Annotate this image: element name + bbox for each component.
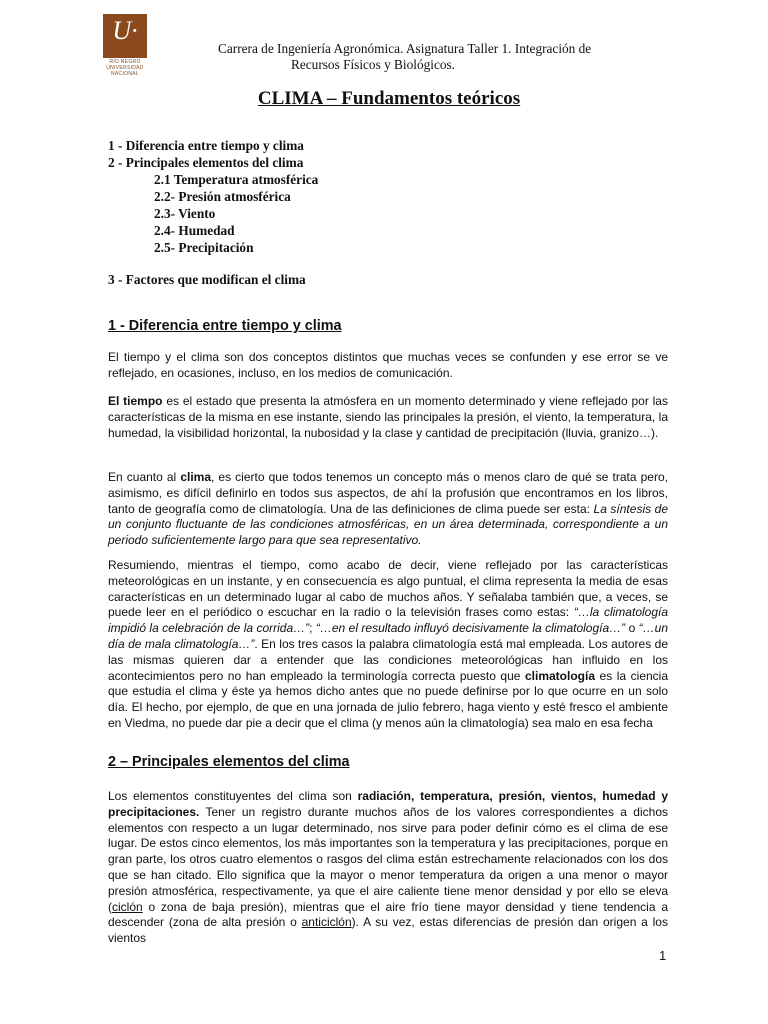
- page-title: CLIMA – Fundamentos teóricos: [257, 88, 521, 109]
- logo-mark: U·: [112, 16, 138, 45]
- logo-text: RÍO NEGRO UNIVERSIDAD NACIONAL: [106, 59, 144, 77]
- header-line-1: Carrera de Ingeniería Agronómica. Asignatura Taller 1. Integración de: [218, 41, 592, 56]
- paragraph-text: , es cierto que todos tenemos un concepto más o menos claro de qué se trata pero, asimismo, es difícil definirlo en todos sus aspectos, de ahí la profusión que encontramos en los libros, tanto de geografía como de climatología. Una de las definiciones de clima puede ser esta:: [108, 470, 668, 516]
- toc-item: 2.1 Temperatura atmosférica: [154, 172, 319, 187]
- header-line-2: Recursos Físicos y Biológicos.: [291, 57, 455, 72]
- paragraph-text: ). A su vez, estas diferencias de presión dan origen a los vientos: [108, 915, 668, 946]
- document-header: [218, 41, 678, 73]
- section-1-paragraph-4: [108, 558, 668, 732]
- paragraph-text: ;: [309, 621, 316, 636]
- section-1-paragraph-2: [108, 394, 668, 441]
- section-1-heading: 1 - Diferencia entre tiempo y clima: [108, 318, 342, 334]
- toc-item: 2.2- Presión atmosférica: [154, 189, 291, 204]
- section-1-paragraph-3: [108, 470, 668, 549]
- paragraph-text: En cuanto al: [108, 470, 181, 484]
- page-number: 1: [659, 948, 667, 963]
- quote-3: “…un día de mala climatología…”: [108, 621, 669, 651]
- climate-elements: radiación, temperatura, presión, vientos, humedad y precipitaciones.: [108, 789, 669, 819]
- toc-item: 3 - Factores que modifican el clima: [108, 272, 306, 287]
- table-of-contents: [108, 137, 318, 256]
- paragraph-text: o zona de baja presión), mientras que el aire frío tiene mayor densidad y tiene tendencia a descender (zona de alta presión o: [108, 899, 668, 930]
- term-anticiclon: anticiclón: [301, 915, 352, 930]
- climate-definition: La síntesis de un conjunto fluctuante de las condiciones atmosféricas, en un área determinada, correspondiente a un periodo suficientemente largo para que sea representativo.: [108, 501, 669, 548]
- toc-item: 2.5- Precipitación: [154, 240, 254, 255]
- toc-item: 1 - Diferencia entre tiempo y clima: [108, 138, 304, 153]
- section-1-paragraph-1: El tiempo y el clima son dos conceptos distintos que muchas veces se confunden y ese error se ve reflejado, en ocasiones, incluso, en los medios de comunicación.: [108, 350, 668, 380]
- paragraph-text: . En los tres casos la palabra climatología está mal empleada. Los autores de las mismas quieren dar a entender que las condiciones meteorológicas han influido en los acontecimientos pero no han empleado la terminología correcta puesto que: [108, 636, 668, 683]
- toc-item: 2.3- Viento: [154, 206, 216, 221]
- paragraph-text: es el estado que presenta la atmósfera en un momento determinado y viene reflejado por las características de la misma en ese instante, siendo las principales la presión, el viento, la temperatura, la humedad, la visibilidad horizontal, la nubosidad y la clase y cantidad de precipitación (lluvia, granizo…).: [108, 394, 668, 440]
- toc-item: 2.4- Humedad: [154, 223, 235, 238]
- quote-2: “…en el resultado influyó decisivamente la climatología…”: [315, 621, 626, 636]
- paragraph-text: o: [625, 621, 639, 636]
- term-tiempo: El tiempo: [108, 394, 163, 408]
- section-2-heading: 2 – Principales elementos del clima: [108, 754, 350, 770]
- paragraph-text: es la ciencia que estudia el clima y éste ya hemos dicho antes que no puede definirse por lo que ocurre en un solo día. El hecho, por ejemplo, de que en una jornada de julio febrero, haga viento y esté fresco el ambiente en Viedma, no puede dar pie a decir que el clima (y menos aún la climatología) sea malo en esa fecha: [108, 668, 669, 730]
- term-clima: clima: [180, 470, 211, 484]
- toc-item: 2 - Principales elementos del clima: [108, 155, 304, 170]
- paragraph-text: Los elementos constituyentes del clima son: [108, 789, 358, 803]
- term-climatologia: climatología: [525, 668, 596, 683]
- paragraph-text: Tener un registro durante muchos años de los valores correspondientes a dichos elementos con respecto a un lugar determinado, nos sirve para poder definir cómo es el clima de ese lugar. De estos cinco elementos, los más importantes son la temperatura y las precipitaciones, porque en gran parte, los otros cuatro elementos o rasgos del clima están estrechamente relacionados con los dos que se han citado. Ello significa que la mayor o menor temperatura da origen a una menor o mayor presión atmosférica, respectivamente, ya que el aire caliente tiene menor densidad y por ello se eleva (: [108, 804, 668, 914]
- section-2-paragraph-1: [108, 789, 668, 947]
- term-ciclon: ciclón: [112, 899, 143, 914]
- paragraph-text: Resumiendo, mientras el tiempo, como acabo de decir, viene reflejado por las características meteorológicas en un instante, y en consecuencia es algo puntual, el clima representa la media de esas características en un determinado lugar al cabo de muchos años. Y señalaba también que, a veces, se puede leer en el periódico o escuchar en la radio o la televisión frases como estas:: [108, 558, 668, 620]
- university-logo: [103, 14, 147, 77]
- quote-1: “…la climatología impidió la celebración de la corrida…”: [108, 605, 669, 636]
